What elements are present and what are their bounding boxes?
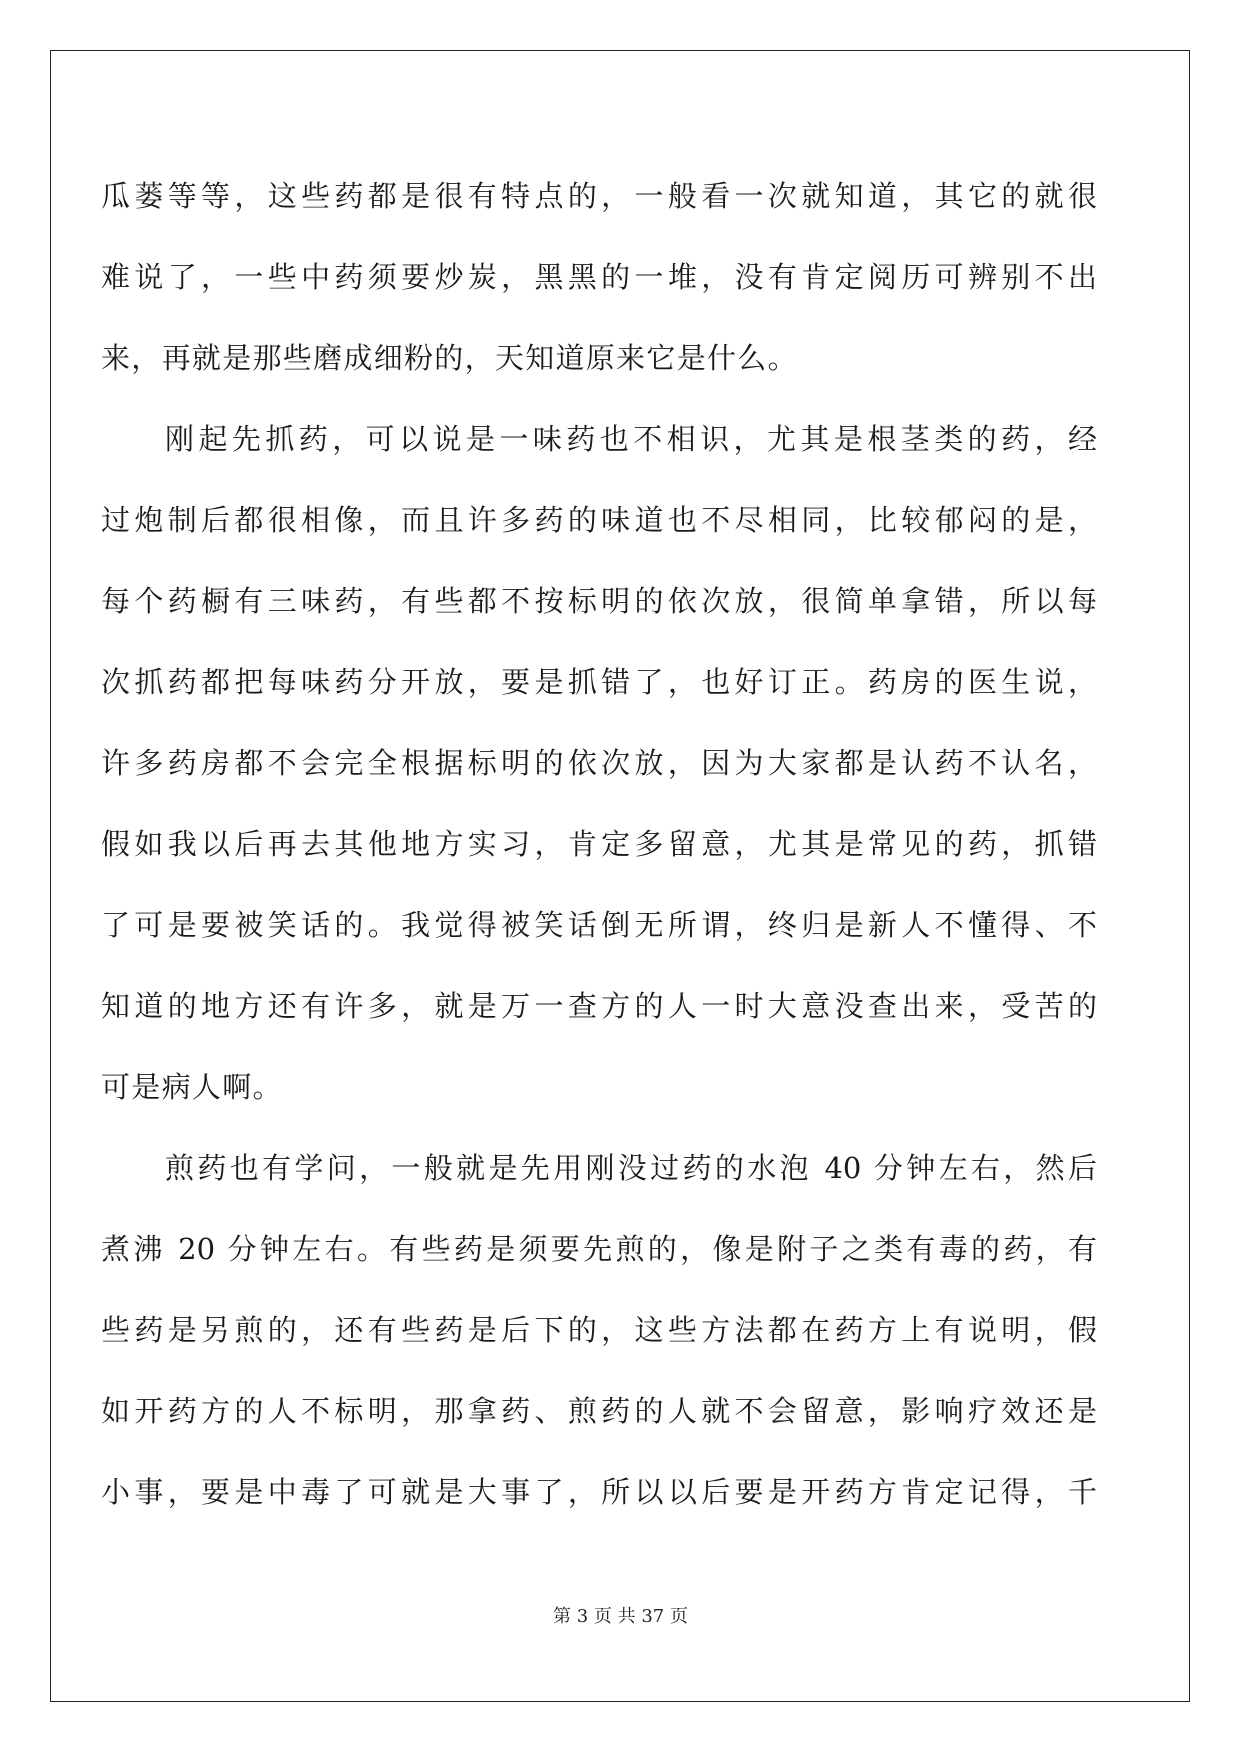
text-line: 瓜蒌等等，这些药都是很有特点的，一般看一次就知道，其它的就很 <box>101 179 1097 213</box>
text-line: 来，再就是那些磨成细粉的，天知道原来它是什么。 <box>101 341 798 375</box>
text-line: 次抓药都把每味药分开放，要是抓错了，也好订正。药房的医生说， <box>101 665 1097 699</box>
text-line: 煮沸 20 分钟左右。有些药是须要先煎的，像是附子之类有毒的药，有 <box>101 1232 1097 1266</box>
text-line: 了可是要被笑话的。我觉得被笑话倒无所谓，终归是新人不懂得、不 <box>101 908 1097 942</box>
text-line: 难说了，一些中药须要炒炭，黑黑的一堆，没有肯定阅历可辨别不出 <box>101 260 1097 294</box>
text-line: 许多药房都不会完全根据标明的依次放，因为大家都是认药不认名， <box>101 746 1097 780</box>
text-line: 假如我以后再去其他地方实习，肯定多留意，尤其是常见的药，抓错 <box>101 827 1097 861</box>
text-line: 可是病人啊。 <box>101 1070 283 1104</box>
text-line: 过炮制后都很相像，而且许多药的味道也不尽相同，比较郁闷的是， <box>101 503 1097 537</box>
body-text <box>101 156 1097 1533</box>
text-line: 每个药橱有三味药，有些都不按标明的依次放，很简单拿错，所以每 <box>101 584 1097 618</box>
text-line: 知道的地方还有许多，就是万一查方的人一时大意没查出来，受苦的 <box>101 989 1097 1023</box>
text-line: 如开药方的人不标明，那拿药、煎药的人就不会留意，影响疗效还是 <box>101 1394 1097 1428</box>
text-line: 小事，要是中毒了可就是大事了，所以以后要是开药方肯定记得，千 <box>101 1475 1097 1509</box>
page-number-footer: 第 3 页 共 37 页 <box>553 1606 688 1627</box>
paragraph-start-line: 刚起先抓药，可以说是一味药也不相识，尤其是根茎类的药，经 <box>165 422 1097 456</box>
paragraph-start-line: 煎药也有学问，一般就是先用刚没过药的水泡 40 分钟左右，然后 <box>165 1151 1097 1185</box>
text-line: 些药是另煎的，还有些药是后下的，这些方法都在药方上有说明，假 <box>101 1313 1097 1347</box>
